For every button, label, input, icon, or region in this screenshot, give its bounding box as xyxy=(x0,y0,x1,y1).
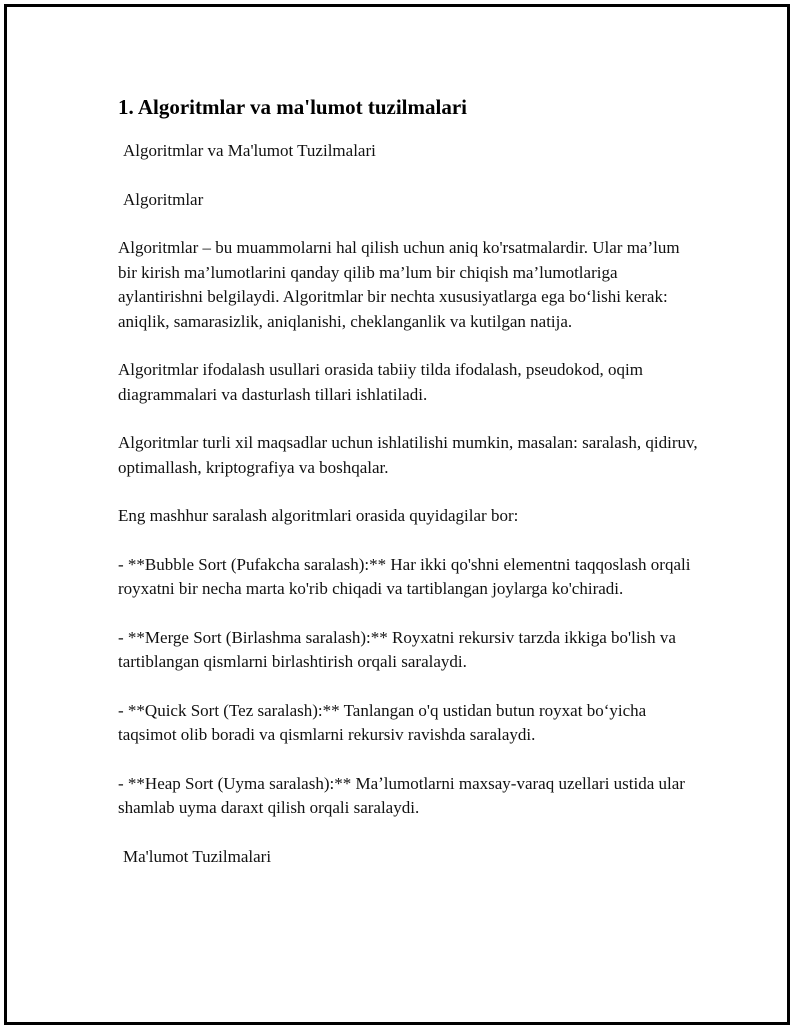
list-item-heap-sort: - **Heap Sort (Uyma saralash):** Maʼlumotlarni maxsay-varaq uzellari ustida ular shamlab uyma daraxt qilish orqali saralaydi. xyxy=(118,773,685,817)
list-item-quick-sort: - **Quick Sort (Tez saralash):** Tanlangan o'q ustidan butun royxat bo‘yicha taqsimot olib boradi va qismlarni rekursiv ravishda saralaydi. xyxy=(118,700,647,744)
paragraph-uses: Algoritmlar turli xil maqsadlar uchun ishlatilishi mumkin, masalan: saralash, qidiruv, optimallash, kriptografiya va boshqalar. xyxy=(118,433,698,477)
list-item-merge-sort: - **Merge Sort (Birlashma saralash):** Royxatni rekursiv tarzda ikkiga bo'lish va tartiblangan qismlarni birlashtirish orqali saralaydi. xyxy=(118,627,676,671)
paragraph-representation: Algoritmlar ifodalash usullari orasida tabiiy tilda ifodalash, pseudokod, oqim diagrammalari va dasturlash tillari ishlatiladi. xyxy=(118,360,644,404)
section-heading-data-structures: Ma'lumot Tuzilmalari xyxy=(123,846,272,866)
document-subtitle: Algoritmlar va Ma'lumot Tuzilmalari xyxy=(123,141,376,160)
document-title: 1. Algoritmlar va ma'lumot tuzilmalari xyxy=(118,95,467,119)
paragraph-definition: Algoritmlar – bu muammolarni hal qilish uchun aniq ko'rsatmalardir. Ular ma’lum bir kirish ma’lumotlarini qanday qilib ma’lum bir chiqish ma’lumotlariga aylantirishni belgilaydi. Algoritmlar bir nechta xususiyatlarga ega bo‘lishi kerak: aniqlik, samarasizlik, aniqlanishi, cheklanganlik va kutilgan natija. xyxy=(118,238,680,331)
document-body xyxy=(118,93,698,893)
list-item-bubble-sort: - **Bubble Sort (Pufakcha saralash):** Har ikki qo'shni elementni taqqoslash orqali royxatni bir necha marta ko'rib chiqadi va tartiblangan joylarga ko'chiradi. xyxy=(118,554,691,598)
section-heading-algorithms: Algoritmlar xyxy=(123,189,204,209)
paragraph-sorting-intro: Eng mashhur saralash algoritmlari orasida quyidagilar bor: xyxy=(118,506,519,525)
